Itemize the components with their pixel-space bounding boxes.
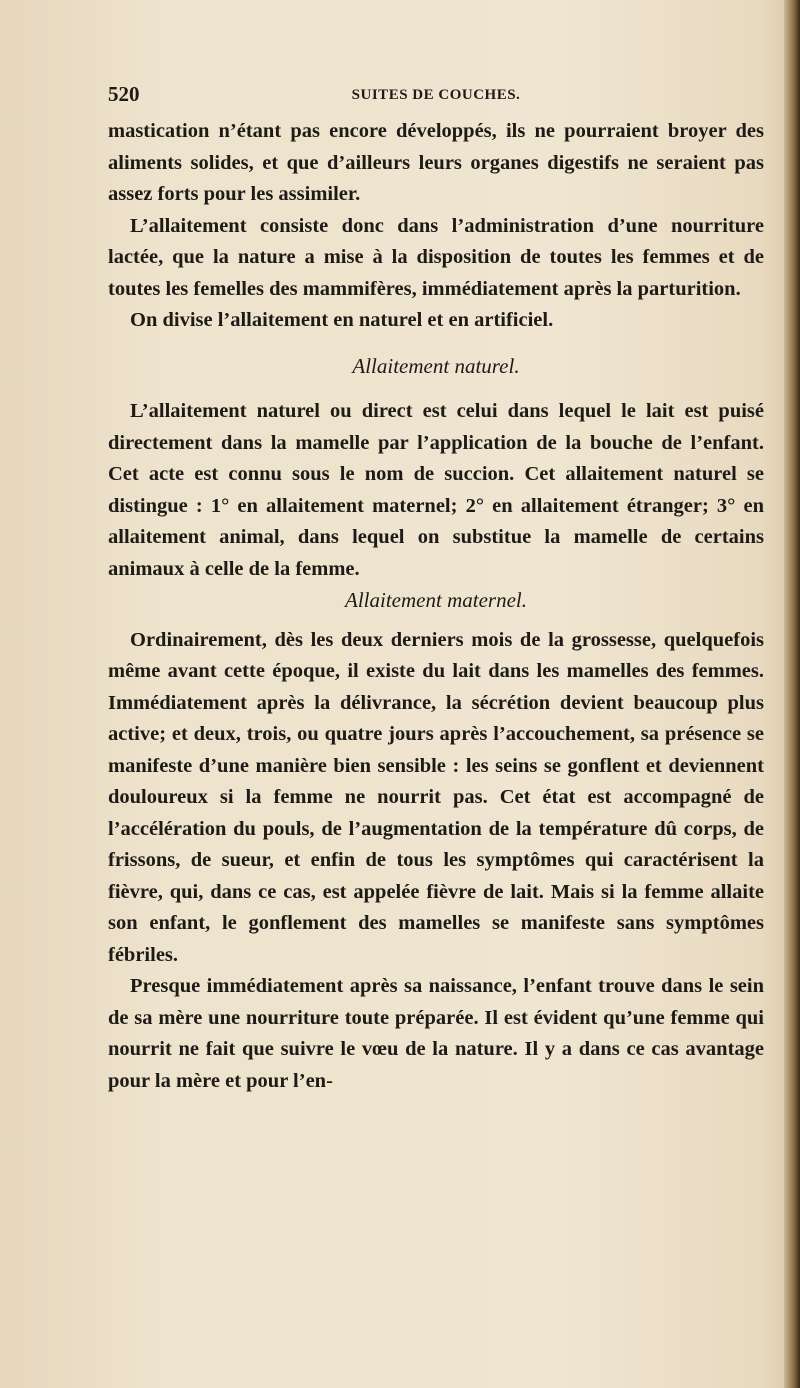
page-number: 520 xyxy=(108,82,140,106)
running-title: SUITES DE COUCHES. xyxy=(351,87,521,103)
paragraph: Ordinairement, dès les deux derniers mois de la grossesse, quelquefois même avant cette époque, il existe du lait dans les mamelles des femmes. Immédiatement après la délivrance, la sécrétion devient beaucoup plus active; et deux, trois, ou quatre jours après l’accouchement, sa présence se manifeste d’une manière bien sensible : les seins se gonflent et deviennent douloureux si la femme ne nourrit pas. Cet état est accompagné de l’accélération du pouls, de l’augmentation de la température dû corps, de frissons, de sueur, et enfin de tous les symptômes qui caractérisent la fièvre, qui, dans ce cas, est appelée fièvre de lait. Mais si la femme allaite son enfant, le gonflement des mamelles se manifeste sans symptômes fébriles. xyxy=(108,628,764,966)
section-heading-maternal: Allaitement maternel. xyxy=(345,588,527,612)
paragraph: Presque immédiatement après sa naissance, l’enfant trouve dans le sein de sa mère une nourriture toute préparée. Il est évident qu’une femme qui nourrit ne fait que suivre le vœu de la nature. Il y a dans ce cas avantage pour la mère et pour l’en- xyxy=(108,975,764,1092)
body-text xyxy=(108,116,764,1097)
paragraph: L’allaitement naturel ou direct est celui dans lequel le lait est puisé directement dans la mamelle par l’application de la bouche de l’enfant. Cet acte est connu sous le nom de succion. Cet allaitement naturel se distingue : 1° en allaitement maternel; 2° en allaitement étranger; 3° en allaitement animal, dans lequel on substitue la mamelle de certains animaux à celle de la femme. xyxy=(108,400,764,580)
page-header xyxy=(108,82,764,112)
section-heading-natural: Allaitement naturel. xyxy=(352,353,520,378)
paragraph-continued: mastication n’étant pas encore développés, ils ne pourraient broyer des aliments solides, et que d’ailleurs leurs organes digestifs ne seraient pas assez forts pour les assimiler. xyxy=(108,120,764,205)
book-spine-edge xyxy=(784,0,800,1388)
paragraph: L’allaitement consiste donc dans l’administration d’une nourriture lactée, que la nature a mise à la disposition de toutes les femmes et de toutes les femelles des mammifères, immédiatement après la parturition. xyxy=(108,214,764,300)
paragraph: On divise l’allaitement en naturel et en artificiel. xyxy=(130,309,554,331)
